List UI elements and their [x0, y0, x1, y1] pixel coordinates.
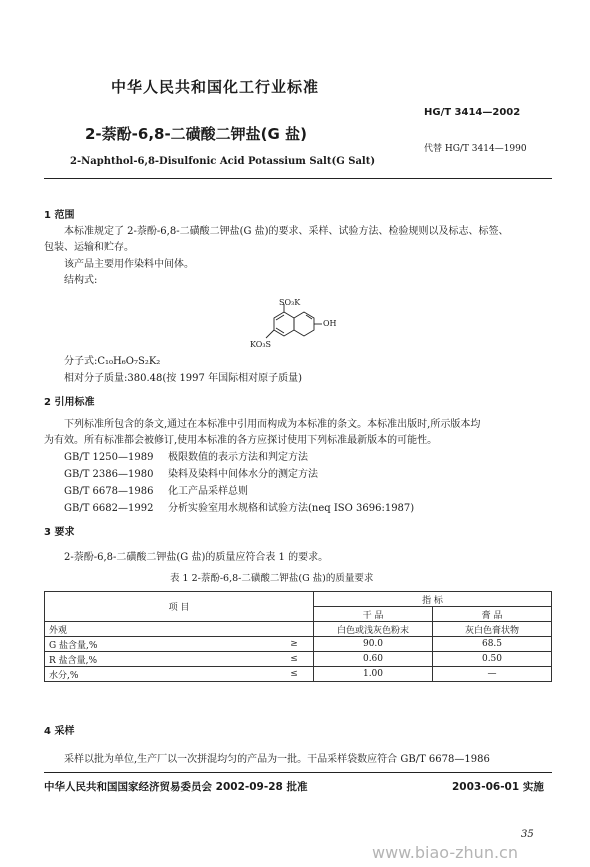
reference-title: 极限数值的表示方法和判定方法 — [168, 452, 308, 463]
section-1-usage: 该产品主要用作染料中间体。 — [64, 259, 194, 270]
table-row — [45, 622, 552, 637]
substituent-ko3s: KO₃S — [250, 340, 272, 349]
standard-code: HG/T 3414—2002 — [424, 107, 521, 118]
section-2-para-line: 为有效。所有标准都会被修订,使用本标准的各方应探讨使用下列标准最新版本的可能性。 — [44, 435, 438, 446]
reference-title: 染料及染料中间体水分的测定方法 — [168, 469, 318, 480]
row-operator: ≥ — [275, 637, 314, 652]
section-2-heading: 2 引用标准 — [44, 397, 95, 408]
header-dry-product: 干 品 — [314, 607, 433, 622]
row-dry-value: 1.00 — [314, 667, 433, 682]
reference-code: GB/T 1250—1989 — [64, 452, 154, 463]
section-3-heading: 3 要求 — [44, 527, 75, 538]
structure-label: 结构式: — [64, 275, 98, 286]
table-header-row — [45, 592, 552, 607]
row-dry-value: 0.60 — [314, 652, 433, 667]
table-row — [45, 652, 552, 667]
section-1-para-line: 包装、运输和贮存。 — [44, 242, 134, 253]
page-number: 35 — [521, 829, 534, 840]
substituent-so3k: SO₃K — [279, 298, 301, 307]
header-rule — [44, 178, 552, 179]
standard-title: 中华人民共和国化工行业标准 — [111, 78, 320, 96]
issuing-authority: 中华人民共和国国家经济贸易委员会 2002-09-28 批准 — [44, 781, 308, 793]
footer-rule — [44, 772, 552, 773]
replaces-standard: 代替 HG/T 3414—1990 — [424, 144, 527, 154]
substituent-oh: OH — [323, 319, 337, 328]
table-row — [45, 667, 552, 682]
molecular-formula: 分子式:C₁₀H₆O₇S₂K₂ — [64, 356, 161, 367]
reference-code: GB/T 2386—1980 — [64, 469, 154, 480]
quality-requirements-table — [44, 591, 552, 682]
implementation-date: 2003-06-01 实施 — [452, 781, 544, 793]
row-paste-value: 灰白色膏状物 — [433, 622, 552, 637]
section-2-para-line: 下列标准所包含的条文,通过在本标准中引用而构成为本标准的条文。本标准出版时,所示版本均 — [64, 419, 481, 430]
row-paste-value: 0.50 — [433, 652, 552, 667]
section-4-heading: 4 采样 — [44, 726, 75, 737]
section-1-para-line: 本标准规定了 2-萘酚-6,8-二磺酸二钾盐(G 盐)的要求、采样、试验方法、检验规则以及标志、标签、 — [64, 226, 509, 237]
header-item: 项 目 — [45, 592, 314, 622]
row-item: R 盐含量,% — [45, 652, 276, 667]
section-1-heading: 1 范围 — [44, 210, 75, 221]
reference-code: GB/T 6678—1986 — [64, 486, 154, 497]
document-title-english: 2-Naphthol-6,8-Disulfonic Acid Potassium Salt(G Salt) — [70, 156, 376, 167]
row-paste-value: — — [433, 667, 552, 682]
row-dry-value: 白色或浅灰色粉末 — [314, 622, 433, 637]
watermark-text: www.biao-zhun.cn — [372, 843, 518, 862]
row-item: G 盐含量,% — [45, 637, 276, 652]
document-title: 2-萘酚-6,8-二磺酸二钾盐(G 盐) — [85, 125, 307, 143]
header-paste-product: 膏 品 — [433, 607, 552, 622]
table-row — [45, 637, 552, 652]
header-index: 指 标 — [314, 592, 552, 607]
reference-code: GB/T 6682—1992 — [64, 503, 154, 514]
row-paste-value: 68.5 — [433, 637, 552, 652]
section-4-para: 采样以批为单位,生产厂以一次拼混均匀的产品为一批。干品采样袋数应符合 GB/T 6678—1986 — [64, 754, 490, 765]
row-operator: ≤ — [275, 652, 314, 667]
row-dry-value: 90.0 — [314, 637, 433, 652]
reference-title: 分析实验室用水规格和试验方法(neq ISO 3696:1987) — [168, 503, 415, 514]
reference-title: 化工产品采样总则 — [168, 486, 248, 497]
row-operator — [275, 622, 314, 637]
table-caption: 表 1 2-萘酚-6,8-二磺酸二钾盐(G 盐)的质量要求 — [170, 573, 374, 584]
row-item: 外观 — [45, 622, 276, 637]
section-3-para: 2-萘酚-6,8-二磺酸二钾盐(G 盐)的质量应符合表 1 的要求。 — [64, 552, 329, 563]
row-item: 水分,% — [45, 667, 276, 682]
molecular-mass: 相对分子质量:380.48(按 1997 年国际相对原子质量) — [64, 373, 302, 384]
row-operator: ≤ — [275, 667, 314, 682]
